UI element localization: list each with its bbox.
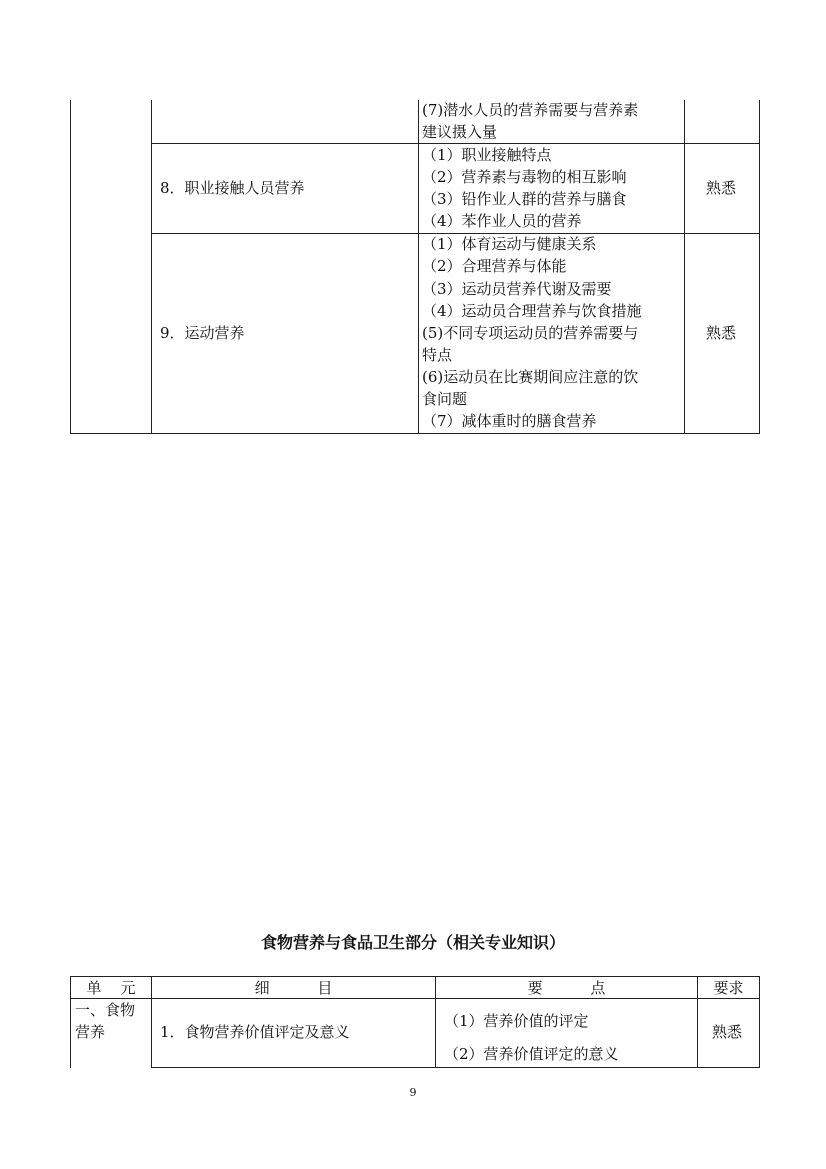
table-cell-point: (6)运动员在比赛期间应注意的饮	[422, 368, 639, 386]
table-cell-point: （1）职业接触特点	[422, 146, 552, 164]
header-requirement: 要求	[713, 979, 744, 997]
table-cell-point: (7)潜水人员的营养需要与营养素	[422, 101, 639, 119]
table-cell-point: 食问题	[422, 390, 468, 408]
table-cell-point: （3）铅作业人群的营养与膳食	[422, 190, 627, 208]
table-cell-point: 特点	[422, 346, 453, 364]
table-cell-point: （3）运动员营养代谢及需要	[422, 280, 612, 298]
table-cell-point: （2）营养价值评定的意义	[444, 1045, 619, 1063]
header-detail: 细 目	[254, 979, 333, 997]
table-cell-point: （4）苯作业人员的营养	[422, 212, 582, 230]
table-cell-unit: 营养	[75, 1023, 106, 1041]
table-cell-point: （2）合理营养与体能	[422, 257, 567, 275]
table-cell-point: （7）减体重时的膳食营养	[422, 412, 597, 430]
header-unit: 单 元	[86, 979, 136, 997]
table-cell-item: 8．职业接触人员营养	[160, 179, 305, 197]
header-points: 要 点	[527, 979, 606, 997]
table-cell-unit: 一、食物	[75, 1001, 136, 1019]
table-cell-requirement: 熟悉	[712, 1023, 743, 1041]
table-cell-point: （4）运动员合理营养与饮食措施	[422, 302, 642, 320]
table-cell-requirement: 熟悉	[706, 324, 737, 342]
table-cell-point: （2）营养素与毒物的相互影响	[422, 168, 627, 186]
section-title: 食物营养与食品卫生部分（相关专业知识）	[260, 933, 565, 952]
table-cell-item: 1．食物营养价值评定及意义	[160, 1023, 350, 1041]
table-cell-point: （1）营养价值的评定	[444, 1012, 589, 1030]
page-number: 9	[409, 1086, 417, 1099]
table-cell-point: （1）体育运动与健康关系	[422, 235, 597, 253]
table-cell-item: 9．运动营养	[160, 324, 245, 342]
table-cell-point: 建议摄入量	[422, 123, 498, 141]
table-cell-requirement: 熟悉	[706, 179, 737, 197]
table-cell-point: (5)不同专项运动员的营养需要与	[422, 324, 639, 342]
